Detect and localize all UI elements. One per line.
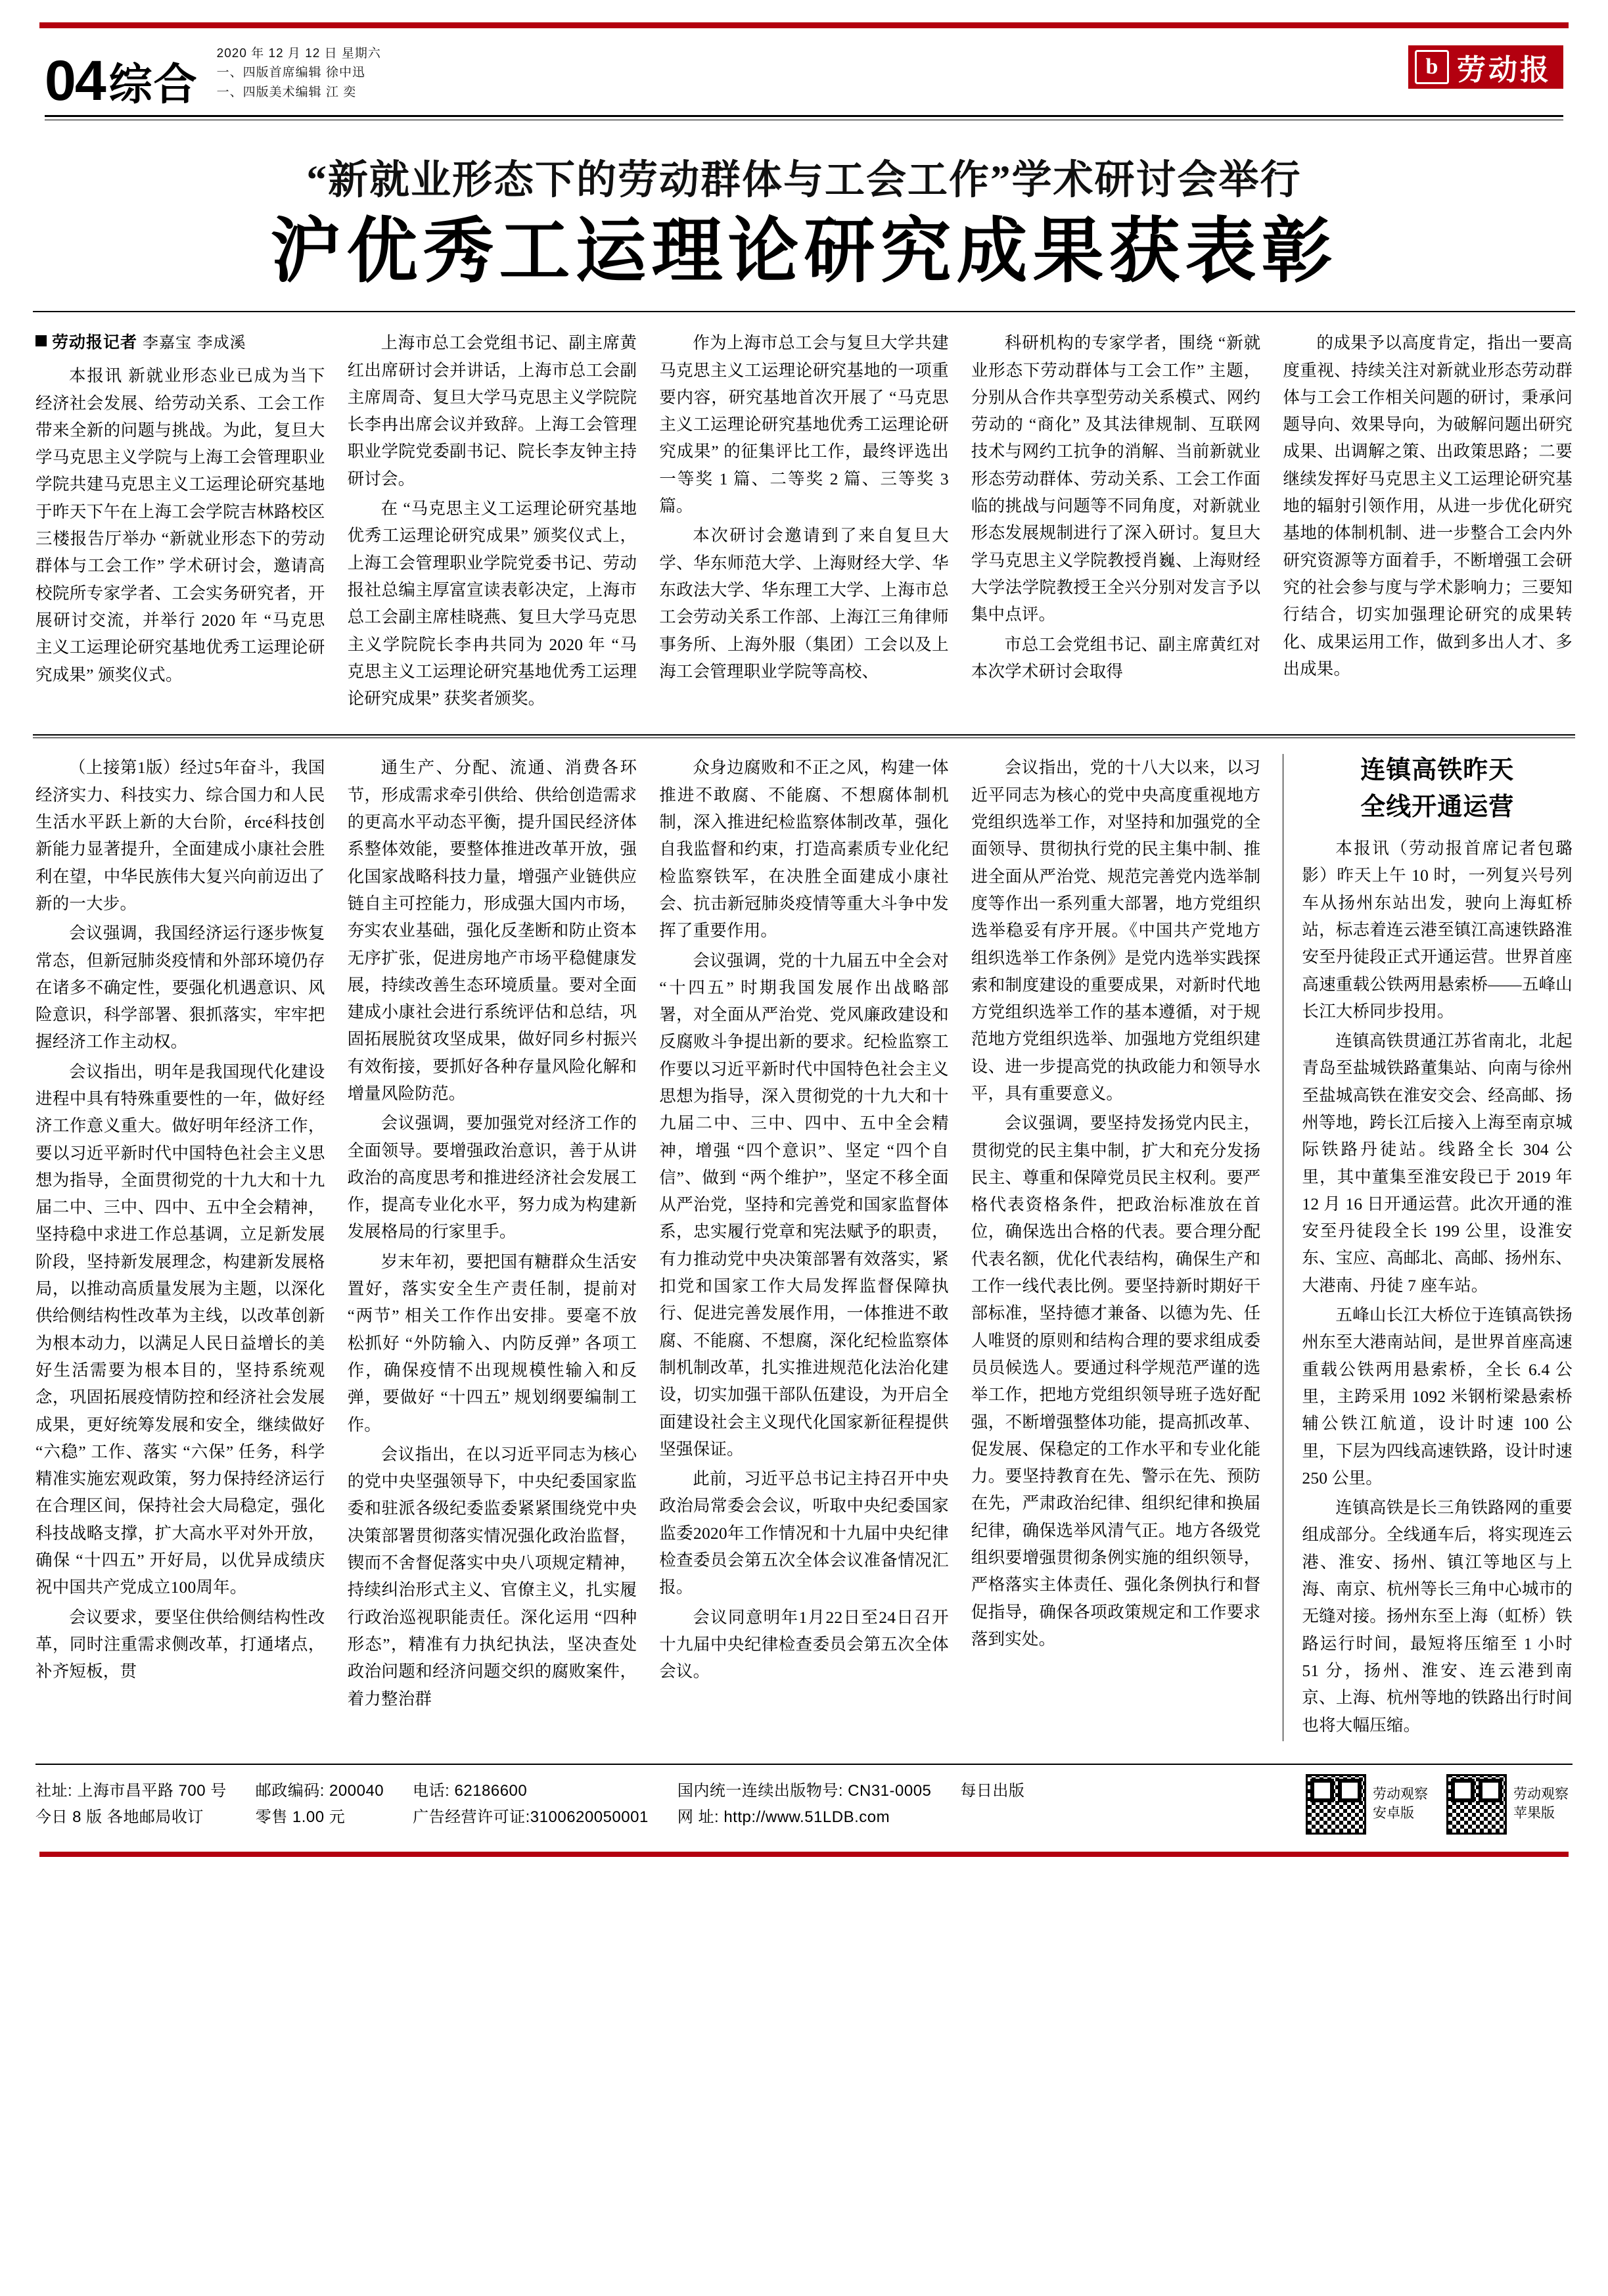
byline (35, 329, 325, 353)
lower-column-3 (659, 754, 949, 1741)
article-columns (26, 329, 1582, 715)
footer-daily-label: 每日出版 (960, 1782, 1025, 1800)
article-paragraph: 上海市总工会党组书记、副主席黄红出席研讨会并讲话，上海市总工会副主席周奇、复旦大学马克思主义学院院长李冉出席会议并致辞。上海工会管理职业学院党委副书记、院长李友钟主持研讨会。 (347, 333, 637, 488)
article-column-5 (1283, 329, 1573, 715)
lower-paragraph: 众身边腐败和不正之风，构建一体推进不敢腐、不能腐、不想腐体制机制，深入推进纪检监察体制改革，强化自我监督和约束，打造高素质专业化纪检监察铁军，在决胜全面建成小康社会、抗击新冠肺炎疫情等重大斗争中发挥了重要作用。 (659, 758, 949, 941)
qr-code-icon[interactable] (1306, 1774, 1366, 1835)
editor-line-1: 一、四版首席编辑 徐中迅 (216, 66, 365, 80)
footer-address-line-2: 今日 8 版 各地邮局收订 (35, 1808, 204, 1826)
article-column-1 (35, 329, 325, 715)
lower-paragraph: 会议要求，要坚住供给侧结构性改革，同时注重需求侧改革，打通堵点，补齐短板，贯 (35, 1607, 325, 1681)
lower-paragraph: 会议强调，我国经济运行逐步恢复常态，但新冠肺炎疫情和外部环境仍存在诸多不确定性，要强化机遇意识、风险意识，科学部署、狠抓落实，牢牢把握经济工作主动权。 (35, 924, 325, 1052)
sidebar-title-line-1: 连镇高铁昨天 (1360, 757, 1515, 785)
lower-paragraph: 通生产、分配、流通、消费各环节，形成需求牵引供给、供给创造需求的更高水平动态平衡，提升国民经济体系整体效能，要整体推进改革开放，强化国家战略科技力量，增强产业链供应链自主可控能力，形成强大国内市场，夯实农业基础，强化反垄断和防止资本无序扩张，促进房地产市场平稳健康发展，持续改善生态环境质量。要对全面建成小康社会进行系统评估和总结，巩固拓展脱贫攻坚成果，做好同乡村振兴有效衔接，要抓好各种存量风险化解和增量风险防范。 (347, 758, 637, 1103)
footer-frequency (960, 1778, 1053, 1830)
qr-ios-line-1: 劳动观察 (1513, 1787, 1569, 1802)
footer-address-line-1: 社址: 上海市昌平路 700 号 (35, 1782, 227, 1800)
footer-tel-label: 电话: 62186600 (413, 1782, 528, 1800)
masthead-meta (217, 44, 381, 106)
page-number: 04 (45, 49, 105, 112)
qr-ios-line-2: 苹果版 (1513, 1805, 1555, 1821)
main-headline: 沪优秀工运理论研究成果获表彰 (270, 211, 1338, 291)
shoulder-headline: “新就业形态下的劳动群体与工会工作”学术研讨会举行 (306, 158, 1302, 203)
lower-paragraph: 此前，习近平总书记主持召开中央政治局常委会会议，听取中央纪委国家监委2020年工作情况和十九届中央纪律检查委员会第五次全体会议准备情况汇报。 (659, 1469, 949, 1597)
article-paragraph: 科研机构的专家学者，围绕 “新就业形态下劳动群体与工会工作” 主题，分别从合作共享型劳动关系模式、网约劳动的 “商化” 及其法律规制、互联网技术与网约工抗争的消解、当前新就业形态劳动群体、劳动关系、工会工作面临的挑战与问题等不同角度，对新就业形态发展规制进行了深入研讨。复旦大学马克思主义学院教授肖巍、上海财经大学法学院教授王全兴分别对发言予以集中点评。 (971, 333, 1261, 624)
sidebar-paragraph: 连镇高铁是长三角铁路网的重要组成部分。全线通车后，将实现连云港、淮安、扬州、镇江等地区与上海、南京、杭州等长三角中心城市的无缝对接。扬州东至上海（虹桥）铁路运行时间，最短将压缩至 1 小时 51 分，扬州、淮安、连云港到南京、上海、杭州等地的铁路出行时间也将大幅压缩。 (1302, 1498, 1573, 1735)
byline-reporters: 李嘉宝 李成溪 (142, 334, 246, 352)
lower-paragraph: 会议强调，要坚持发扬党内民主，贯彻党的民主集中制，扩大和充分发扬民主、尊重和保障党员民主权利。要严格代表资格条件，把政治标准放在首位，确保选出合格的代表。要合理分配代表名额，优化代表结构，确保生产和工作一线代表比例。要坚持新时期好干部标准，坚持德才兼备、以德为先、任人唯贤的原则和结构合理的要求组成委员员候选人。要通过科学规范严谨的选举工作，把地方党组织领导班子选好配强，不断增强整体功能，提高抓改革、促发展、保稳定的工作水平和专业化能力。要坚持教育在先、警示在先、预防在先，严肃政治纪律、组织纪律和换届纪律，确保选举风清气正。地方各级党组织要增强贯彻条例实施的组织领导，严格落实主体责任、强化条例执行和督促指导，确保各项政策规定和工作要求落到实处。 (971, 1113, 1261, 1649)
qr-android-line-1: 劳动观察 (1373, 1787, 1428, 1802)
lower-paragraph: 会议指出，在以习近平同志为核心的党中央坚强领导下，中央纪委国家监委和驻派各级纪委监委紧紧围绕党中央决策部署贯彻落实情况强化政治监督，锲而不舍督促落实中央八项规定精神，持续纠治形式主义、官僚主义，扎实履行政治巡视职能责任。深化运用 “四种形态”，精准有力执纪执法，坚决查处政治问题和经济问题交织的腐败案件，着力整治群 (347, 1444, 637, 1708)
article-paragraph: 的成果予以高度肯定，指出一要高度重视、持续关注对新就业形态劳动群体与工会工作相关问题的研讨，秉承问题导向、效果导向，为破解问题出研究成果、出调解之策、出政策思路；二要继续发挥好马克思主义工运理论研究基地的辐射引领作用，从进一步优化研究基地的体制机制、进一步整合工会内外研究资源等方面着手，不断增强工会研究的社会参与度与学术影响力；三要知行结合，切实加强理论研究的成果转化、成果运用工作，做到多出人才、多出成果。 (1283, 333, 1573, 678)
article-column-3 (659, 329, 949, 715)
footer-retail-label: 零售 1.00 元 (255, 1808, 346, 1826)
lower-paragraph: 岁末年初，要把国有糖群众生活安置好，落实安全生产责任制，提前对 “两节” 相关工作作出安排。要毫不放松抓好 “外防输入、内防反弹” 各项工作，确保疫情不出现规模性输入和反弹，要做好 “十四五” 规划纲要编制工作。 (347, 1252, 637, 1434)
article-paragraph: 本报讯 新就业形态业已成为当下经济社会发展、给劳动关系、工会工作带来全新的问题与挑战。为此，复旦大学马克思主义学院与上海工会管理职业学院共建马克思主义工运理论研究基地于昨天下午在上海工会学院吉林路校区三楼报告厅举办 “新就业形态下的劳动群体与工会工作” 学术研讨会，邀请高校院所专家学者、工会实务研究者，开展研讨交流，并举行 2020 年 “马克思主义工运理论研究基地优秀工运理论研究成果” 颁奖仪式。 (35, 366, 325, 684)
section-name: 综合 (108, 60, 198, 109)
newspaper-logo (1408, 45, 1563, 89)
article-column-2 (348, 329, 637, 715)
footer-issn (678, 1778, 961, 1830)
top-red-rule (39, 22, 1569, 28)
lower-paragraph: 会议同意明年1月22日至24日召开十九届中央纪律检查委员会第五次全体会议。 (659, 1607, 949, 1681)
footer (35, 1764, 1573, 1852)
bottom-red-rule (39, 1852, 1569, 1857)
lower-column-2 (348, 754, 637, 1741)
masthead (26, 28, 1582, 112)
article-paragraph: 市总工会党组书记、副主席黄红对本次学术研讨会取得 (971, 634, 1261, 681)
byline-prefix: 劳动报记者 (52, 333, 138, 352)
section-divider (33, 734, 1575, 736)
sidebar-paragraph: 本报讯（劳动报首席记者包璐影）昨天上午 10 时，一列复兴号列车从扬州东站出发，驶向上海虹桥站，标志着连云港至镇江高速铁路淮安至丹徒段正式开通运营。世界首座高速重载公铁两用悬索桥——五峰山长江大桥同步投用。 (1302, 839, 1573, 1021)
qr-group (1306, 1774, 1573, 1835)
sidebar-paragraph: 五峰山长江大桥位于连镇高铁扬州东至大港南站间，是世界首座高速重载公铁两用悬索桥，全长 6.4 公里，主跨采用 1092 米钢桁梁悬索桥辅公铁江航道，设计时速 100 公里，下层为四线高速铁路，设计时速 250 公里。 (1302, 1305, 1573, 1488)
qr-item-android[interactable] (1306, 1774, 1428, 1835)
logo-badge-icon: b (1415, 50, 1449, 84)
lower-paragraph: 会议强调，要加强党对经济工作的全面领导。要增强政治意识，善于从讲政治的高度思考和推进经济社会发展工作，提高专业化水平，努力成为构建新发展格局的行家里手。 (347, 1113, 637, 1242)
lower-column-1 (35, 754, 325, 1741)
lower-paragraph: 会议指出，明年是我国现代化建设进程中具有特殊重要性的一年，做好经济工作意义重大。做好明年经济工作，要以习近平新时代中国特色社会主义思想为指导，全面贯彻党的十九大和十九届二中、三中、四中、五中全会精神，坚持稳中求进工作总基调，立足新发展阶段，坚持新发展理念，构建新发展格局，以推动高质量发展为主题，以深化供给侧结构性改革为主线，以改革创新为根本动力，以满足人民日益增长的美好生活需要为根本目的，坚持系统观念，巩固拓展疫情防控和经济社会发展成果，更好统筹发展和安全，继续做好 “六稳” 工作、落实 “六保” 任务，科学精准实施宏观政策，努力保持经济运行在合理区间，保持社会大局稳定，强化科技战略支撑，扩大高水平对外开放，确保 “十四五” 开好局，以优异成绩庆祝中国共产党成立100周年。 (35, 1062, 325, 1597)
logo-text: 劳动报 (1457, 54, 1551, 86)
qr-item-ios[interactable] (1446, 1774, 1569, 1835)
article-paragraph: 本次研讨会邀请到了来自复旦大学、华东师范大学、上海财经大学、华东政法大学、华东理工大学、上海市总工会劳动关系工作部、上海江三角律师事务所、上海外服（集团）工会以及上海工会管理职业学院等高校、 (659, 526, 949, 681)
editor-line-2: 一、四版美术编辑 江 奕 (216, 85, 357, 99)
footer-postcode (256, 1778, 413, 1830)
sidebar-title-line-2: 全线开通运营 (1360, 793, 1515, 821)
footer-web-label[interactable]: 网 址: http://www.51LDB.com (677, 1808, 890, 1826)
masthead-rule (45, 115, 1563, 117)
footer-contact (413, 1778, 678, 1830)
sidebar-paragraph: 连镇高铁贯通江苏省南北，北起青岛至盐城铁路董集站、向南与徐州至盐城高铁在淮安交会、经高邮、扬州等地，跨长江后接入上海至南京城际铁路丹徒站。线路全长 304 公里，其中董集至淮安段已于 2019 年 12 月 16 日开通运营。此次开通的淮安至丹徒段全长 199 公里，设淮安东、宝应、高邮北、高邮、扬州东、大港南、丹徒 7 座车站。 (1302, 1031, 1573, 1295)
qr-android-label (1373, 1785, 1428, 1823)
lower-columns (26, 754, 1582, 1741)
footer-address (35, 1778, 256, 1830)
lower-paragraph: 会议强调，党的十九届五中全会对 “十四五” 时期我国发展作出战略部署，对全面从严治党、党风廉政建设和反腐败斗争提出新的要求。纪检监察工作要以习近平新时代中国特色社会主义思想为指导，深入贯彻党的十九大和十九届二中、三中、四中、五中全会精神，增强 “四个意识”、坚定 “四个自信”、做到 “两个维护”，坚定不移全面从严治党，坚持和完善党和国家监督体系，忠实履行党章和宪法赋予的职责，有力推动党中央决策部署有效落实，紧扣党和国家工作大局发挥监督保障执行、促进完善发展作用，一体推进不敢腐、不能腐、不想腐，深化纪检监察体制机制改革，扎实推进规范化法治化建设，切实加强干部队伍建设，为开启全面建设社会主义现代化国家新征程提供坚强保证。 (659, 950, 949, 1459)
qr-code-icon[interactable] (1446, 1774, 1507, 1835)
article-paragraph: 在 “马克思主义工运理论研究基地优秀工运理论研究成果” 颁奖仪式上，上海工会管理职业学院党委书记、劳动报社总编主厚富宣读表彰决定，上海市总工会副主席桂晓燕、复旦大学马克思主义学院院长李冉共同为 2020 年 “马克思主义工运理论研究基地优秀工运理论研究成果” 获奖者颁奖。 (347, 499, 637, 709)
headline-rule (33, 311, 1575, 312)
byline-square-icon (35, 335, 47, 346)
sidebar-column (1283, 754, 1573, 1741)
footer-postcode-label: 邮政编码: 200040 (255, 1782, 384, 1800)
masthead-left (45, 44, 381, 112)
qr-android-line-2: 安卓版 (1373, 1805, 1414, 1821)
lower-paragraph: （上接第1版）经过5年奋斗，我国经济实力、科技实力、综合国力和人民生活水平跃上新的大台阶，ércé科技创新能力显著提升，全面建成小康社会胜利在望，中华民族伟大复兴向前迈出了新的一大步。 (35, 758, 325, 913)
footer-info (35, 1778, 1306, 1830)
footer-ad-license: 广告经营许可证:3100620050001 (413, 1808, 649, 1826)
lower-column-4 (971, 754, 1261, 1741)
article-paragraph: 作为上海市总工会与复旦大学共建马克思主义工运理论研究基地的一项重要内容，研究基地首次开展了 “马克思主义工运理论研究基地优秀工运理论研究成果” 的征集评比工作，最终评选出一等奖 1 篇、二等奖 2 篇、三等奖 3 篇。 (659, 333, 949, 516)
lower-paragraph: 会议指出，党的十八大以来，以习近平同志为核心的党中央高度重视地方党组织选举工作，对坚持和加强党的全面领导、贯彻执行党的民主集中制、推进全面从严治党、规范完善党内选举制度等作出一系列重大部署，地方党组织选举稳妥有序开展。《中国共产党地方组织选举工作条例》是党内选举实践探索和制度建设的重要成果，对新时代地方党组织选举工作的基本遵循，对于规范地方党组织选举、加强地方党组织建设、进一步提高党的执政能力和领导水平，具有重要意义。 (971, 758, 1261, 1103)
publication-date: 2020 年 12 月 12 日 星期六 (216, 47, 381, 60)
article-column-4 (971, 329, 1261, 715)
qr-ios-label (1513, 1785, 1569, 1823)
footer-issn-label: 国内统一连续出版物号: CN31-0005 (677, 1782, 932, 1800)
